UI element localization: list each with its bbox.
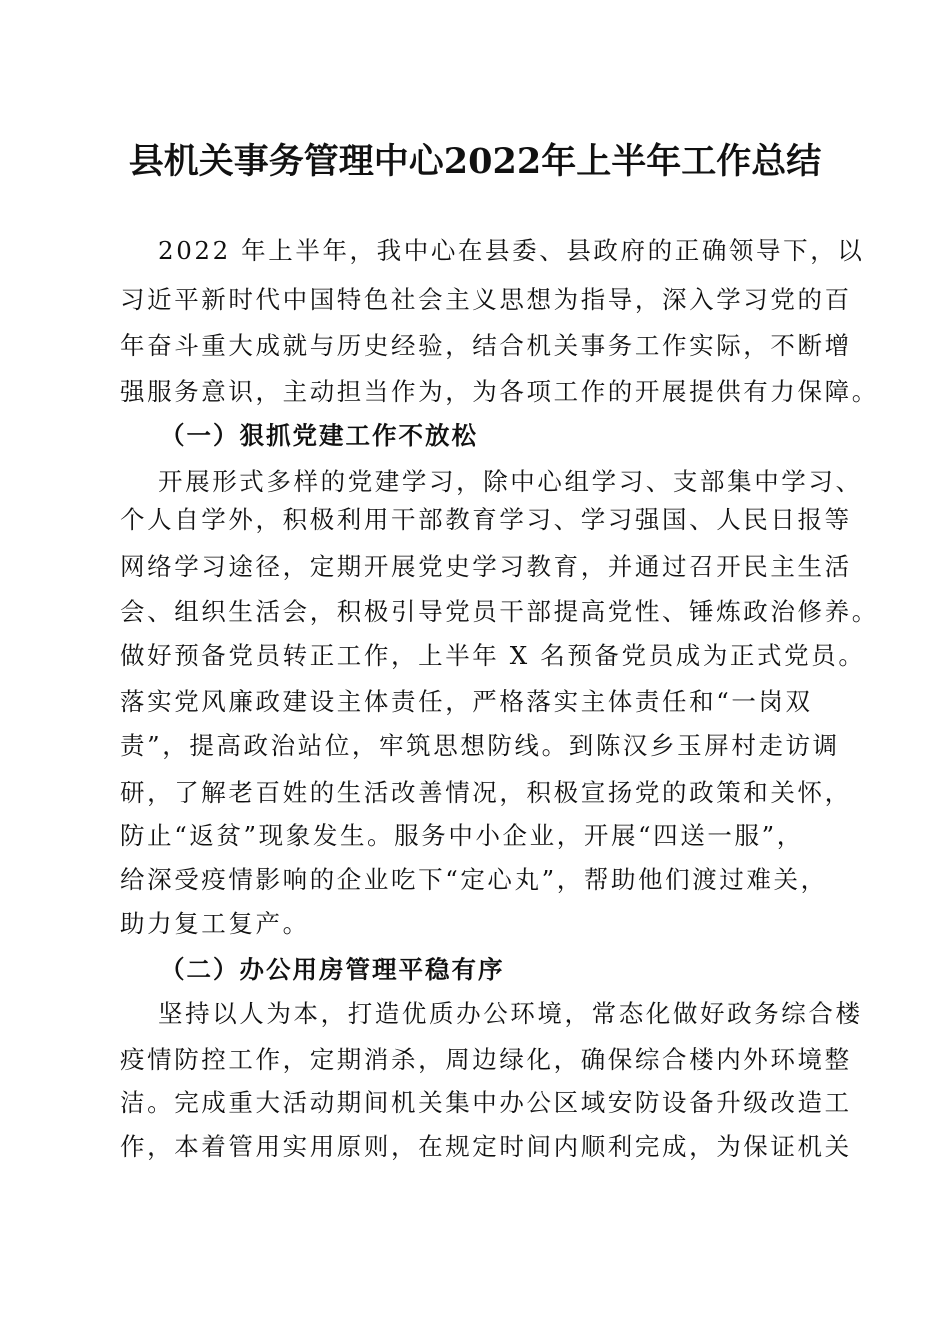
paragraph-line: 个人自学外，积极利用干部教育学习、学习强国、人民日报等: [120, 505, 852, 534]
intro-line: 2022 年上半年，我中心在县委、县政府的正确领导下，以: [158, 236, 865, 265]
paragraph-line: 作，本着管用实用原则，在规定时间内顺利完成，为保证机关: [120, 1132, 852, 1161]
paragraph-line: 网络学习途径，定期开展党史学习教育，并通过召开民主生活: [120, 552, 852, 581]
paragraph-line: 洁。完成重大活动期间机关集中办公区域安防设备升级改造工: [120, 1088, 852, 1117]
paragraph-line: 坚持以人为本，打造优质办公环境，常态化做好政务综合楼: [158, 999, 863, 1028]
section-heading-2: （二）办公用房管理平稳有序: [160, 955, 505, 984]
section-heading-1: （一）狠抓党建工作不放松: [160, 421, 478, 450]
intro-line: 强服务意识，主动担当作为，为各项工作的开展提供有力保障。: [120, 377, 879, 406]
document-title: 县机关事务管理中心2022年上半年工作总结: [128, 141, 822, 182]
paragraph-line: 给深受疫情影响的企业吃下“定心丸”，帮助他们渡过难关，: [120, 865, 828, 894]
paragraph-line: 开展形式多样的党建学习，除中心组学习、支部集中学习、: [158, 467, 863, 496]
paragraph-line: 做好预备党员转正工作，上半年 X 名预备党员成为正式党员。: [120, 641, 866, 670]
paragraph-line: 疫情防控工作，定期消杀，周边绿化，确保综合楼内外环境整: [120, 1045, 852, 1074]
paragraph-line: 责”，提高政治站位，牢筑思想防线。到陈汉乡玉屏村走访调: [120, 731, 840, 760]
intro-line: 年奋斗重大成就与历史经验，结合机关事务工作实际，不断增: [120, 331, 852, 360]
intro-line: 习近平新时代中国特色社会主义思想为指导，深入学习党的百: [120, 285, 852, 314]
paragraph-line: 防止“返贫”现象发生。服务中小企业，开展“四送一服”，: [120, 821, 804, 850]
paragraph-line: 助力复工复产。: [120, 909, 310, 938]
paragraph-line: 落实党风廉政建设主体责任，严格落实主体责任和“一岗双: [120, 687, 813, 716]
paragraph-line: 会、组织生活会，积极引导党员干部提高党性、锤炼政治修养。: [120, 597, 879, 626]
paragraph-line: 研，了解老百姓的生活改善情况，积极宣扬党的政策和关怀，: [120, 778, 852, 807]
